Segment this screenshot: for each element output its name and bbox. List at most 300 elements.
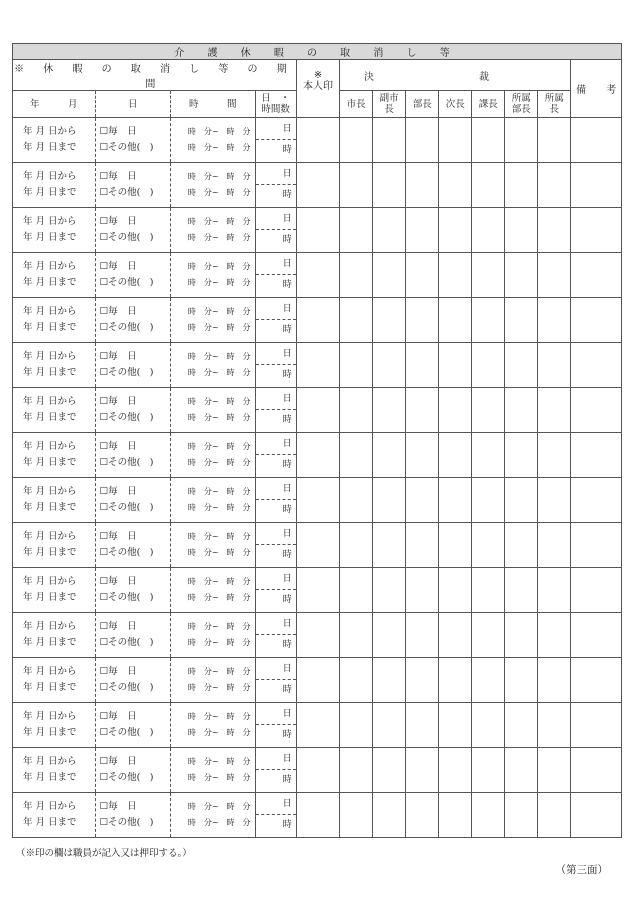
time-range-cell[interactable] [170, 253, 255, 298]
self-seal-cell[interactable] [296, 748, 339, 793]
frequency-cell[interactable] [95, 343, 170, 388]
date-range-cell[interactable] [13, 568, 96, 613]
self-seal-cell[interactable] [296, 703, 339, 748]
remarks-cell[interactable] [571, 703, 622, 748]
approver-seal-cell[interactable] [505, 478, 538, 523]
approver-seal-cell[interactable] [373, 568, 406, 613]
days-hours-cell[interactable] [255, 478, 296, 523]
approver-seal-cell[interactable] [472, 343, 505, 388]
days-hours-cell[interactable] [255, 208, 296, 253]
unit-day: 日 [256, 479, 296, 501]
time-line-2: 時 分~ 時 分 [187, 593, 251, 602]
approver-seal-cell[interactable] [538, 478, 571, 523]
approver-seal-cell[interactable] [505, 208, 538, 253]
time-line-1: 時 分~ 時 分 [187, 577, 251, 586]
self-seal-cell[interactable] [296, 388, 339, 433]
date-range-cell[interactable] [13, 793, 96, 838]
period-row [13, 478, 622, 523]
approver-seal-cell[interactable] [472, 703, 505, 748]
period-row [13, 523, 622, 568]
approver-seal-cell[interactable] [538, 118, 571, 163]
time-line-1: 時 分~ 時 分 [187, 262, 251, 271]
remarks-cell[interactable] [571, 523, 622, 568]
approver-seal-cell[interactable] [472, 433, 505, 478]
approver-seal-cell[interactable] [373, 118, 406, 163]
approver-seal-cell[interactable] [472, 523, 505, 568]
approver-seal-cell[interactable] [406, 163, 439, 208]
days-hours-cell[interactable] [255, 163, 296, 208]
time-line-2: 時 分~ 時 分 [187, 188, 251, 197]
date-from: 年 月 日から [23, 621, 77, 632]
approver-seal-cell[interactable] [505, 433, 538, 478]
approver-seal-cell[interactable] [439, 703, 472, 748]
approver-seal-cell[interactable] [340, 163, 373, 208]
time-range-cell[interactable] [170, 388, 255, 433]
approver-seal-cell[interactable] [472, 658, 505, 703]
date-from: 年 月 日から [23, 396, 77, 407]
approver-seal-cell[interactable] [538, 793, 571, 838]
days-hours-cell[interactable] [255, 523, 296, 568]
date-range-cell[interactable] [13, 388, 96, 433]
remarks-cell[interactable] [571, 343, 622, 388]
approver-seal-cell[interactable] [439, 478, 472, 523]
approver-seal-cell[interactable] [505, 298, 538, 343]
approver-seal-cell[interactable] [538, 658, 571, 703]
date-range-cell[interactable] [13, 118, 96, 163]
self-seal-cell[interactable] [296, 253, 339, 298]
date-range-cell[interactable] [13, 478, 96, 523]
date-range-cell[interactable] [13, 253, 96, 298]
time-range-cell[interactable] [170, 703, 255, 748]
remarks-cell[interactable] [571, 568, 622, 613]
approver-seal-cell[interactable] [373, 343, 406, 388]
approver-seal-cell[interactable] [373, 208, 406, 253]
remarks-cell[interactable] [571, 208, 622, 253]
days-hours-cell[interactable] [255, 253, 296, 298]
approver-seal-cell[interactable] [373, 748, 406, 793]
remarks-cell[interactable] [571, 298, 622, 343]
frequency-cell[interactable] [95, 478, 170, 523]
remarks-cell[interactable] [571, 658, 622, 703]
approver-seal-cell[interactable] [340, 253, 373, 298]
approver-seal-cell[interactable] [472, 208, 505, 253]
days-hours-cell[interactable] [255, 613, 296, 658]
date-to: 年 月 日まで [23, 412, 77, 423]
days-hours-cell[interactable] [255, 748, 296, 793]
date-to: 年 月 日まで [23, 637, 77, 648]
approver-seal-cell[interactable] [472, 298, 505, 343]
freq-other-checkbox[interactable]: ☐その他( ) [99, 232, 154, 243]
date-range-cell[interactable] [13, 343, 96, 388]
approver-seal-cell[interactable] [439, 163, 472, 208]
unit-hour: 時 [282, 820, 292, 830]
approver-seal-cell[interactable] [538, 523, 571, 568]
approver-4: 課長 [472, 91, 505, 118]
unit-day: 日 [256, 569, 296, 591]
days-hours-cell[interactable] [255, 343, 296, 388]
self-seal-cell[interactable] [296, 208, 339, 253]
freq-every-checkbox[interactable]: ☐毎 日 [99, 756, 137, 767]
freq-every-checkbox[interactable]: ☐毎 日 [99, 306, 137, 317]
approver-seal-cell[interactable] [373, 433, 406, 478]
date-from: 年 月 日から [23, 216, 77, 227]
remarks-cell[interactable] [571, 793, 622, 838]
frequency-cell[interactable] [95, 208, 170, 253]
approver-seal-cell[interactable] [406, 613, 439, 658]
approver-seal-cell[interactable] [340, 658, 373, 703]
date-from: 年 月 日から [23, 306, 77, 317]
approver-seal-cell[interactable] [472, 163, 505, 208]
days-hours-cell[interactable] [255, 568, 296, 613]
frequency-cell[interactable] [95, 748, 170, 793]
approver-seal-cell[interactable] [340, 748, 373, 793]
freq-every-checkbox[interactable]: ☐毎 日 [99, 666, 137, 677]
approver-seal-cell[interactable] [373, 613, 406, 658]
time-range-cell[interactable] [170, 613, 255, 658]
time-range-cell[interactable] [170, 163, 255, 208]
footnote: （※印の欄は職員が記入又は押印する。） [16, 848, 192, 859]
freq-every-checkbox[interactable]: ☐毎 日 [99, 441, 137, 452]
time-range-cell[interactable] [170, 433, 255, 478]
freq-every-checkbox[interactable]: ☐毎 日 [99, 126, 137, 137]
approver-seal-cell[interactable] [472, 793, 505, 838]
freq-every-checkbox[interactable]: ☐毎 日 [99, 486, 137, 497]
time-range-cell[interactable] [170, 793, 255, 838]
days-hours-cell[interactable] [255, 703, 296, 748]
approver-seal-cell[interactable] [472, 388, 505, 433]
freq-every-checkbox[interactable]: ☐毎 日 [99, 171, 137, 182]
approver-seal-cell[interactable] [538, 163, 571, 208]
approver-seal-cell[interactable] [538, 208, 571, 253]
approver-seal-cell[interactable] [340, 343, 373, 388]
approver-seal-cell[interactable] [406, 793, 439, 838]
approver-seal-cell[interactable] [505, 658, 538, 703]
approver-seal-cell[interactable] [472, 478, 505, 523]
self-seal-header: ※ 本人印 [296, 60, 339, 118]
unit-day: 日 [256, 209, 296, 231]
freq-other-checkbox[interactable]: ☐その他( ) [99, 502, 154, 513]
time-line-2: 時 分~ 時 分 [187, 278, 251, 287]
remarks-cell[interactable] [571, 748, 622, 793]
approver-seal-cell[interactable] [340, 298, 373, 343]
unit-day: 日 [256, 794, 296, 816]
approver-seal-cell[interactable] [373, 793, 406, 838]
time-range-cell[interactable] [170, 523, 255, 568]
unit-hour: 時 [282, 145, 292, 155]
time-range-cell[interactable] [170, 208, 255, 253]
self-seal-cell[interactable] [296, 118, 339, 163]
period-row [13, 793, 622, 838]
period-row [13, 568, 622, 613]
approver-1: 副市 長 [373, 91, 406, 118]
approver-seal-cell[interactable] [340, 388, 373, 433]
approver-seal-cell[interactable] [538, 748, 571, 793]
unit-day: 日 [256, 749, 296, 771]
approver-seal-cell[interactable] [505, 568, 538, 613]
self-seal-cell[interactable] [296, 343, 339, 388]
freq-other-checkbox[interactable]: ☐その他( ) [99, 547, 154, 558]
approver-seal-cell[interactable] [439, 388, 472, 433]
days-hours-cell[interactable] [255, 793, 296, 838]
approver-seal-cell[interactable] [472, 118, 505, 163]
approver-seal-cell[interactable] [538, 388, 571, 433]
freq-other-checkbox[interactable]: ☐その他( ) [99, 457, 154, 468]
freq-other-checkbox[interactable]: ☐その他( ) [99, 772, 154, 783]
approver-seal-cell[interactable] [340, 208, 373, 253]
days-hours-cell[interactable] [255, 433, 296, 478]
approver-seal-cell[interactable] [439, 793, 472, 838]
approver-seal-cell[interactable] [406, 748, 439, 793]
freq-every-checkbox[interactable]: ☐毎 日 [99, 621, 137, 632]
time-range-cell[interactable] [170, 298, 255, 343]
approver-seal-cell[interactable] [439, 343, 472, 388]
freq-every-checkbox[interactable]: ☐毎 日 [99, 576, 137, 587]
self-seal-cell[interactable] [296, 163, 339, 208]
frequency-cell[interactable] [95, 523, 170, 568]
approver-seal-cell[interactable] [505, 118, 538, 163]
approver-seal-cell[interactable] [406, 433, 439, 478]
time-line-1: 時 分~ 時 分 [187, 712, 251, 721]
unit-day: 日 [256, 434, 296, 456]
freq-other-checkbox[interactable]: ☐その他( ) [99, 412, 154, 423]
approver-seal-cell[interactable] [373, 478, 406, 523]
approver-seal-cell[interactable] [373, 163, 406, 208]
approver-seal-cell[interactable] [373, 703, 406, 748]
freq-every-checkbox[interactable]: ☐毎 日 [99, 801, 137, 812]
date-range-cell[interactable] [13, 163, 96, 208]
days-hours-cell[interactable] [255, 388, 296, 433]
date-range-cell[interactable] [13, 523, 96, 568]
remarks-cell[interactable] [571, 478, 622, 523]
self-seal-cell[interactable] [296, 523, 339, 568]
approver-seal-cell[interactable] [439, 208, 472, 253]
frequency-cell[interactable] [95, 298, 170, 343]
freq-other-checkbox[interactable]: ☐その他( ) [99, 682, 154, 693]
col-time: 時 間 [170, 91, 255, 118]
time-line-2: 時 分~ 時 分 [187, 818, 251, 827]
remarks-cell[interactable] [571, 433, 622, 478]
approver-seal-cell[interactable] [472, 613, 505, 658]
approver-seal-cell[interactable] [406, 118, 439, 163]
freq-every-checkbox[interactable]: ☐毎 日 [99, 261, 137, 272]
date-range-cell[interactable] [13, 298, 96, 343]
date-range-cell[interactable] [13, 433, 96, 478]
approver-seal-cell[interactable] [439, 523, 472, 568]
approver-seal-cell[interactable] [406, 343, 439, 388]
remarks-cell[interactable] [571, 388, 622, 433]
approval-header-right: 裁 [406, 60, 571, 91]
approver-seal-cell[interactable] [439, 118, 472, 163]
approver-seal-cell[interactable] [538, 703, 571, 748]
frequency-cell[interactable] [95, 118, 170, 163]
freq-other-checkbox[interactable]: ☐その他( ) [99, 592, 154, 603]
date-to: 年 月 日まで [23, 457, 77, 468]
approver-seal-cell[interactable] [406, 388, 439, 433]
time-range-cell[interactable] [170, 748, 255, 793]
period-row [13, 748, 622, 793]
self-seal-cell[interactable] [296, 793, 339, 838]
days-hours-cell[interactable] [255, 118, 296, 163]
approver-seal-cell[interactable] [406, 478, 439, 523]
date-to: 年 月 日まで [23, 277, 77, 288]
period-row [13, 388, 622, 433]
approver-seal-cell[interactable] [340, 523, 373, 568]
approver-seal-cell[interactable] [406, 568, 439, 613]
freq-other-checkbox[interactable]: ☐その他( ) [99, 367, 154, 378]
time-range-cell[interactable] [170, 118, 255, 163]
approver-seal-cell[interactable] [505, 613, 538, 658]
frequency-cell[interactable] [95, 388, 170, 433]
period-row [13, 433, 622, 478]
approver-seal-cell[interactable] [373, 658, 406, 703]
date-from: 年 月 日から [23, 531, 77, 542]
self-seal-cell[interactable] [296, 568, 339, 613]
self-seal-cell[interactable] [296, 613, 339, 658]
freq-every-checkbox[interactable]: ☐毎 日 [99, 396, 137, 407]
unit-hour: 時 [282, 235, 292, 245]
approver-seal-cell[interactable] [472, 568, 505, 613]
time-line-1: 時 分~ 時 分 [187, 397, 251, 406]
approver-seal-cell[interactable] [439, 433, 472, 478]
self-seal-cell[interactable] [296, 298, 339, 343]
freq-every-checkbox[interactable]: ☐毎 日 [99, 711, 137, 722]
approver-seal-cell[interactable] [340, 793, 373, 838]
freq-other-checkbox[interactable]: ☐その他( ) [99, 187, 154, 198]
approver-seal-cell[interactable] [340, 568, 373, 613]
time-range-cell[interactable] [170, 658, 255, 703]
remarks-cell[interactable] [571, 163, 622, 208]
approver-seal-cell[interactable] [538, 568, 571, 613]
approver-seal-cell[interactable] [538, 613, 571, 658]
time-line-1: 時 分~ 時 分 [187, 307, 251, 316]
freq-other-checkbox[interactable]: ☐その他( ) [99, 637, 154, 648]
date-range-cell[interactable] [13, 658, 96, 703]
self-seal-cell[interactable] [296, 433, 339, 478]
approver-seal-cell[interactable] [340, 613, 373, 658]
remarks-cell[interactable] [571, 118, 622, 163]
unit-day: 日 [256, 254, 296, 276]
approver-seal-cell[interactable] [439, 568, 472, 613]
approver-seal-cell[interactable] [406, 703, 439, 748]
frequency-cell[interactable] [95, 703, 170, 748]
approver-3: 次長 [439, 91, 472, 118]
frequency-cell[interactable] [95, 163, 170, 208]
freq-other-checkbox[interactable]: ☐その他( ) [99, 322, 154, 333]
approver-seal-cell[interactable] [538, 253, 571, 298]
approver-seal-cell[interactable] [406, 523, 439, 568]
date-to: 年 月 日まで [23, 682, 77, 693]
unit-hour: 時 [282, 775, 292, 785]
frequency-cell[interactable] [95, 568, 170, 613]
approver-seal-cell[interactable] [373, 388, 406, 433]
freq-every-checkbox[interactable]: ☐毎 日 [99, 531, 137, 542]
approver-seal-cell[interactable] [538, 343, 571, 388]
date-range-cell[interactable] [13, 613, 96, 658]
remarks-cell[interactable] [571, 253, 622, 298]
date-range-cell[interactable] [13, 703, 96, 748]
period-row [13, 118, 622, 163]
freq-other-checkbox[interactable]: ☐その他( ) [99, 727, 154, 738]
period-header: ※ 休 暇 の 取 消 し 等 の 期 間 [13, 60, 297, 91]
self-seal-cell[interactable] [296, 478, 339, 523]
frequency-cell[interactable] [95, 613, 170, 658]
freq-every-checkbox[interactable]: ☐毎 日 [99, 216, 137, 227]
unit-hour: 時 [282, 685, 292, 695]
freq-every-checkbox[interactable]: ☐毎 日 [99, 351, 137, 362]
date-to: 年 月 日まで [23, 367, 77, 378]
freq-other-checkbox[interactable]: ☐その他( ) [99, 277, 154, 288]
date-from: 年 月 日から [23, 576, 77, 587]
frequency-cell[interactable] [95, 658, 170, 703]
days-hours-cell[interactable] [255, 658, 296, 703]
approver-seal-cell[interactable] [505, 253, 538, 298]
approver-seal-cell[interactable] [439, 253, 472, 298]
time-range-cell[interactable] [170, 343, 255, 388]
freq-other-checkbox[interactable]: ☐その他( ) [99, 817, 154, 828]
approver-seal-cell[interactable] [340, 703, 373, 748]
form-title: 介 護 休 暇 の 取 消 し 等 [13, 44, 622, 60]
col-year-month [13, 91, 96, 118]
remarks-cell[interactable] [571, 613, 622, 658]
time-line-2: 時 分~ 時 分 [187, 413, 251, 422]
freq-other-checkbox[interactable]: ☐その他( ) [99, 142, 154, 153]
approver-seal-cell[interactable] [505, 748, 538, 793]
approver-seal-cell[interactable] [340, 433, 373, 478]
approver-seal-cell[interactable] [406, 253, 439, 298]
frequency-cell[interactable] [95, 253, 170, 298]
approver-seal-cell[interactable] [373, 298, 406, 343]
frequency-cell[interactable] [95, 433, 170, 478]
time-range-cell[interactable] [170, 478, 255, 523]
approver-seal-cell[interactable] [505, 388, 538, 433]
days-hours-cell[interactable] [255, 298, 296, 343]
approver-seal-cell[interactable] [505, 703, 538, 748]
approver-seal-cell[interactable] [340, 118, 373, 163]
approver-seal-cell[interactable] [505, 793, 538, 838]
date-range-cell[interactable] [13, 748, 96, 793]
approver-seal-cell[interactable] [472, 253, 505, 298]
self-seal-cell[interactable] [296, 658, 339, 703]
approver-seal-cell[interactable] [439, 658, 472, 703]
approver-seal-cell[interactable] [439, 748, 472, 793]
approver-seal-cell[interactable] [505, 343, 538, 388]
unit-day: 日 [256, 659, 296, 681]
unit-day: 日 [256, 299, 296, 321]
col-days-hours: 日 ・ 時間数 [255, 91, 296, 118]
time-line-1: 時 分~ 時 分 [187, 667, 251, 676]
approver-seal-cell[interactable] [406, 658, 439, 703]
unit-day: 日 [256, 524, 296, 546]
approver-seal-cell[interactable] [439, 298, 472, 343]
approver-seal-cell[interactable] [538, 433, 571, 478]
approver-seal-cell[interactable] [373, 523, 406, 568]
time-line-2: 時 分~ 時 分 [187, 773, 251, 782]
approver-seal-cell[interactable] [406, 298, 439, 343]
time-range-cell[interactable] [170, 568, 255, 613]
date-range-cell[interactable] [13, 208, 96, 253]
date-from: 年 月 日から [23, 351, 77, 362]
unit-hour: 時 [282, 190, 292, 200]
approver-seal-cell[interactable] [373, 253, 406, 298]
approver-seal-cell[interactable] [505, 163, 538, 208]
approver-seal-cell[interactable] [538, 298, 571, 343]
frequency-cell[interactable] [95, 793, 170, 838]
approver-seal-cell[interactable] [505, 523, 538, 568]
approver-seal-cell[interactable] [439, 613, 472, 658]
approver-seal-cell[interactable] [340, 478, 373, 523]
approver-seal-cell[interactable] [406, 208, 439, 253]
approver-seal-cell[interactable] [472, 748, 505, 793]
